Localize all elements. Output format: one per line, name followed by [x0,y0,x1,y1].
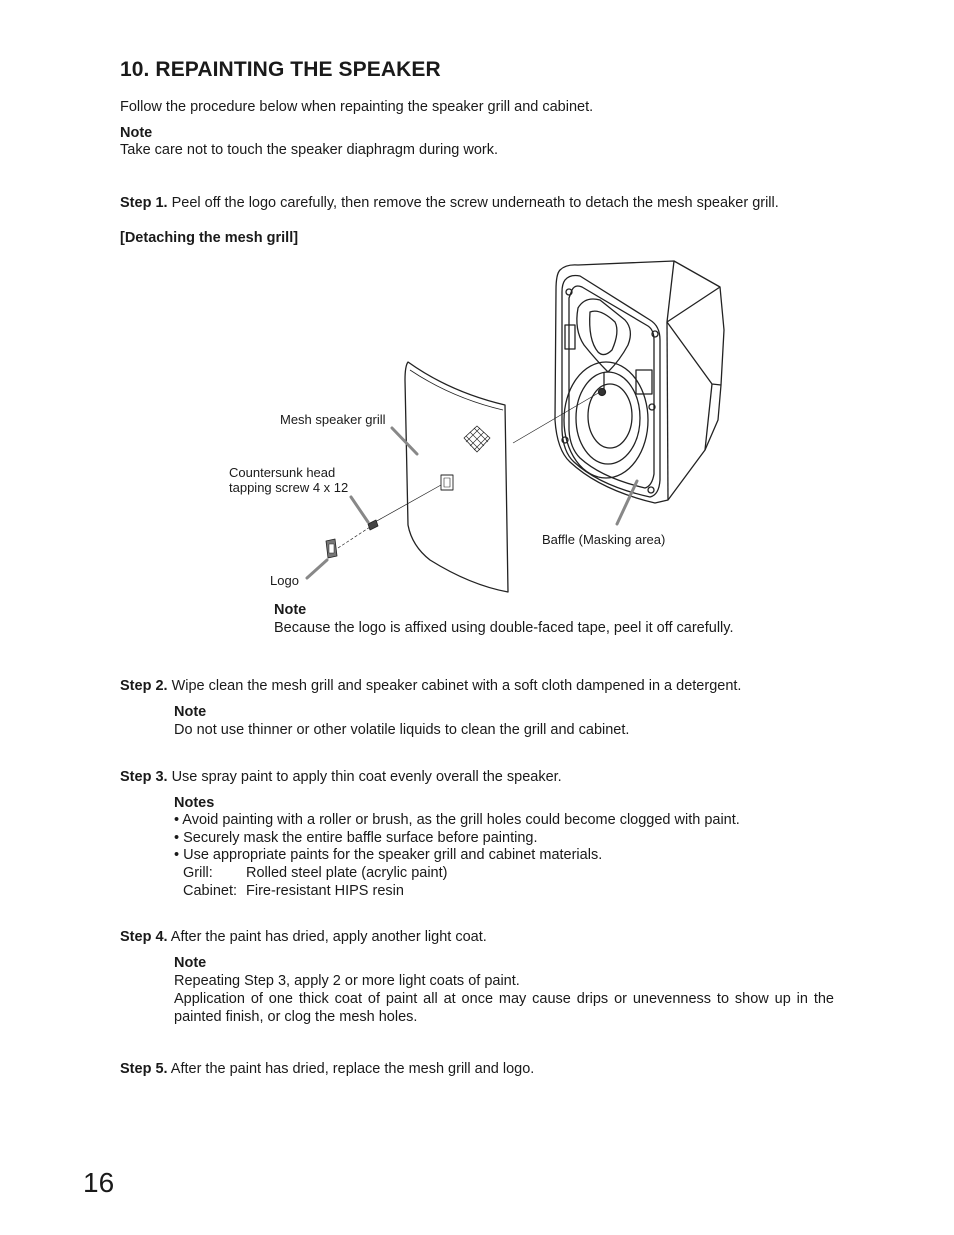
material-value: Fire-resistant HIPS resin [246,883,404,899]
figure-caption: [Detaching the mesh grill] [120,230,299,246]
label-baffle: Baffle (Masking area) [542,532,666,547]
note-bullet: • Use appropriate paints for the speaker grill and cabinet materials. [174,847,603,863]
figure-note-heading: Note [274,602,307,618]
note-bullet: • Avoid painting with a roller or brush, as the grill holes could become clogged with paint. [174,812,740,828]
step-2 [120,677,741,695]
material-value: Rolled steel plate (acrylic paint) [246,865,448,881]
figure-note-text: Because the logo is affixed using double-faced tape, peel it off carefully. [274,620,734,636]
note-text: Take care not to touch the speaker diaphragm during work. [120,142,499,158]
speaker-cabinet [555,261,724,503]
logo-part [326,539,337,558]
intro-text: Follow the procedure below when repainting the speaker grill and cabinet. [120,99,594,115]
step-text: After the paint has dried, replace the mesh grill and logo. [170,1061,535,1077]
section-title: 10. REPAINTING THE SPEAKER [120,58,441,81]
mesh-grill-panel [405,362,508,592]
note-bullet: • Securely mask the entire baffle surface before painting. [174,830,538,846]
material-key: Grill: [183,865,213,881]
step-label: Step 1. [120,195,168,211]
note-text: Repeating Step 3, apply 2 or more light coats of paint. [174,973,520,989]
step-label: Step 3. [120,769,168,785]
material-key: Cabinet: [183,883,238,899]
step-label: Step 4. [120,929,168,945]
note-heading: Note [174,704,207,720]
step-text: After the paint has dried, apply another light coat. [170,929,487,945]
note-heading: Note [174,955,207,971]
label-screw-line2: tapping screw 4 x 12 [229,480,349,495]
screw-part [368,520,378,530]
label-logo: Logo [270,573,299,588]
note-heading: Note [120,125,153,141]
notes-heading: Notes [174,795,215,811]
material-row [183,882,404,900]
step-text: Use spray paint to apply thin coat evenly overall the speaker. [171,769,562,785]
page-number: 16 [83,1167,115,1198]
step-5 [120,1060,534,1078]
step-label: Step 2. [120,678,168,694]
label-screw-line1: Countersunk head [229,465,336,480]
step-4 [120,928,487,946]
step-text: Peel off the logo carefully, then remove the screw underneath to detach the mesh speaker grill. [171,195,779,211]
step-text: Wipe clean the mesh grill and speaker cabinet with a soft cloth dampened in a detergent. [171,678,742,694]
step-label: Step 5. [120,1061,168,1077]
step-3 [120,768,562,786]
note-text: Do not use thinner or other volatile liquids to clean the grill and cabinet. [174,722,630,738]
note-text: Application of one thick coat of paint all at once may cause drips or unevenness to show up in the painted finish, or clog the mesh holes. [174,991,834,1025]
material-row [183,864,447,882]
label-mesh-speaker-grill: Mesh speaker grill [280,412,386,427]
